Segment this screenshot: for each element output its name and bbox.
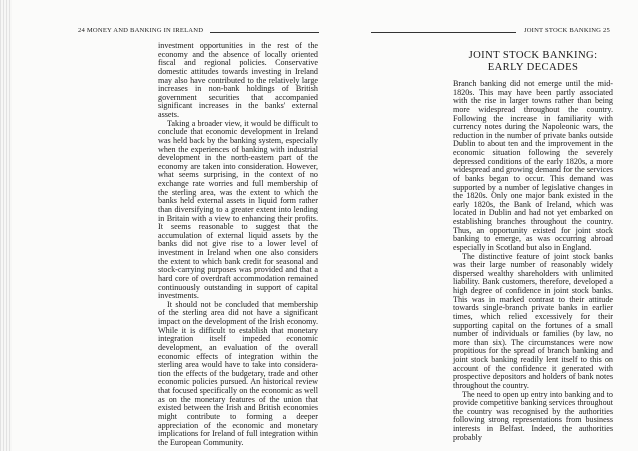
right-page <box>319 0 638 451</box>
left-paragraph-2: Taking a broader view, it would be difficult to conclude that economic development in Ireland was held back by the banking system, especially when the experiences of banking with industrial development in the north-eastern part of the economy are taken into consideration. However, what seems surprising, in the context of no exchange rate worries and full membership of the sterling area, was the extent to which the banks held external assets in liquid form rather than diversifying to a greater extent into lending in Britain with a view to enhancing their profits. It seems reasonable to suggest that the accumulation of external liquid assets by the banks did not give rise to a lower level of investment in Ireland when one also considers the extent to which bank credit for seasonal and stock-carrying purposes was provided and that a hard core of overdraft accommodation remained continuously outstanding in support of capital investments. <box>158 118 318 301</box>
left-paragraph-3: It should not be concluded that membership of the sterling area did not have a significant impact on the development of the Irish economy. While it is difficult to establish that monetary integration itself impeded economic development, an evaluation of the overall economic effects of integration within the sterling area would have to take into considera-tion the effects of the budgetary, trade and other economic policies pursued. An historical review that focused specifically on the economic as well as on the monetary features of the union that existed between the Irish and British economies might contribute to forming a deeper appreciation of the economic and monetary implications for Ireland of full integration within the European Community. <box>158 299 318 447</box>
right-paragraph-3: The need to open up entry into banking and to provide competitive banking services throughout the country was recognised by the authorities following strong representations from business interests in Belfast. Indeed, the authorities probably <box>453 389 613 442</box>
left-head-rule <box>210 32 319 33</box>
chapter-title-line-2: EARLY DECADES <box>487 62 579 73</box>
right-paragraph-2: The distinctive feature of joint stock banks was their large number of reasonably widely dispersed wealthy shareholders with unlimited liability. Bank customers, therefore, developed a high degree of confidence in joint stock banks. This was in marked contrast to their attitude towards single-branch private banks in earlier times, which relied excessively for their supporting capital on the fortunes of a small number of individuals or families (by law, no more than six). The circumstances were now propitious for the spread of branch banking and joint stock banking readily lent itself to this on account of the confidence it generated with prospective depositors and holders of bank notes throughout the country. <box>453 251 613 390</box>
chapter-title-line-1: JOINT STOCK BANKING: <box>468 50 598 61</box>
right-paragraph-1: Branch banking did not emerge until the mid-1820s. This may have been partly associated with the rise in larger towns rather than being more widespread throughout the country. Following the increase in familiarity with currency notes during the Napoleonic wars, the reduction in the number of private banks outside Dublin to about ten and the improvement in the economic situation following the severely depressed conditions of the early 1820s, a more widespread and growing demand for the services of banks began to occur. This demand was supported by a number of legislative changes in the 1820s. Only one major bank existed in the early 1820s, the Bank of Ireland, which was located in Dublin and had not yet embarked on establishing branches throughout the country. Thus, an opportunity existed for joint stock banking to emerge, as was occurring abroad especially in Scotland but also in England. <box>453 79 613 252</box>
left-paragraph-1: investment opportunities in the rest of the economy and the absence of locally oriented fiscal and regional policies. Conservative domestic attitudes towards investing in Ireland may also have contributed to the relatively large increases in non-bank holdings of British government securities that accompanied significant increases in the banks' external assets. <box>158 41 318 119</box>
left-running-head: 24 MONEY AND BANKING IN IRELAND <box>78 27 204 34</box>
right-head-rule <box>371 32 516 33</box>
left-text-column <box>158 42 318 447</box>
right-running-head: JOINT STOCK BANKING 25 <box>523 27 610 34</box>
chapter-title <box>453 50 613 74</box>
right-text-column <box>453 80 613 442</box>
